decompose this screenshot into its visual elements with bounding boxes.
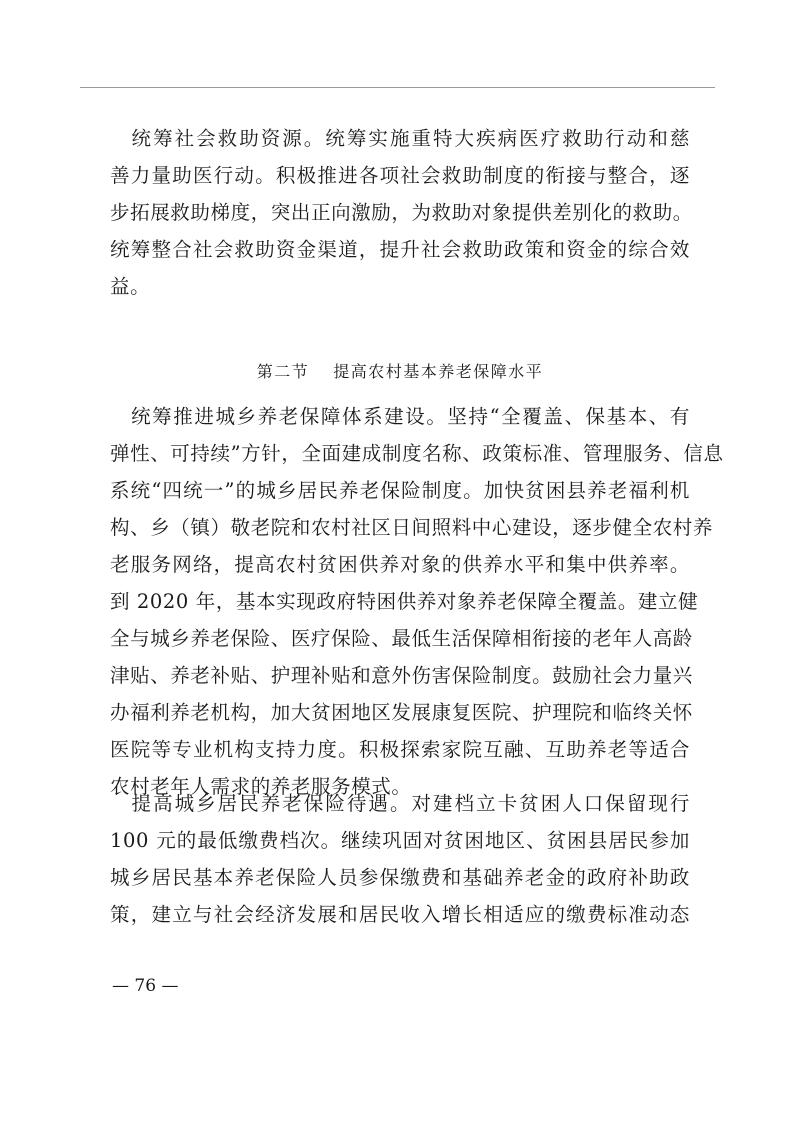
- text-line: 提高城乡居民养老保险待遇。对建档立卡贫困人口保留现行: [110, 792, 690, 815]
- text-line: 全与城乡养老保险、医疗保险、最低生活保障相衔接的老年人高龄: [110, 627, 693, 650]
- text-line: 统筹推进城乡养老保障体系建设。坚持“全覆盖、保基本、有: [110, 405, 690, 428]
- text-line: 医院等专业机构支持力度。积极探索家院互融、互助养老等适合: [110, 738, 690, 761]
- text-line: 善力量助医行动。积极推进各项社会救助制度的衔接与整合，逐: [110, 164, 690, 187]
- text-line: 老服务网络，提高农村贫困供养对象的供养水平和集中供养率。: [110, 553, 690, 576]
- text-line: 津贴、养老补贴、护理补贴和意外伤害保险制度。鼓励社会力量兴: [110, 664, 693, 687]
- text-line: 益。: [110, 275, 151, 298]
- text-line: 统筹社会救助资源。统筹实施重特大疾病医疗救助行动和慈: [110, 127, 690, 150]
- text-line: 统筹整合社会救助资金渠道，提升社会救助政策和资金的综合效: [110, 238, 690, 261]
- text-line: 城乡居民基本养老保险人员参保缴费和基础养老金的政府补助政: [110, 866, 690, 889]
- header-rule: [80, 87, 715, 88]
- text-line: 弹性、可持续”方针，全面建成制度名称、政策标准、管理服务、信息: [110, 442, 724, 465]
- paragraph-pension-system: [110, 398, 724, 805]
- text-line: 策，建立与社会经济发展和居民收入增长相适应的缴费标准动态: [110, 903, 690, 926]
- text-line: 到 2020 年，基本实现政府特困供养对象养老保障全覆盖。建立健: [110, 590, 699, 613]
- paragraph-social-assistance: [110, 120, 693, 305]
- text-line: 步拓展救助梯度，突出正向激励，为救助对象提供差别化的救助。: [110, 201, 693, 224]
- section-heading: 第二节 提高农村基本养老保障水平: [256, 362, 544, 381]
- text-line: 系统“四统一”的城乡居民养老保险制度。加快贫困县养老福利机: [110, 479, 690, 502]
- page-number: — 76 —: [112, 976, 179, 996]
- text-line: 农村老年人需求的养老服务模式。: [110, 775, 412, 798]
- text-line: 办福利养老机构，加大贫困地区发展康复医院、护理院和临终关怀: [110, 701, 693, 724]
- text-line: 100 元的最低缴费档次。继续巩固对贫困地区、贫困县居民参加: [110, 829, 690, 852]
- paragraph-pension-benefits: [110, 785, 690, 933]
- text-line: 构、乡（镇）敬老院和农村社区日间照料中心建设，逐步健全农村养: [110, 516, 714, 539]
